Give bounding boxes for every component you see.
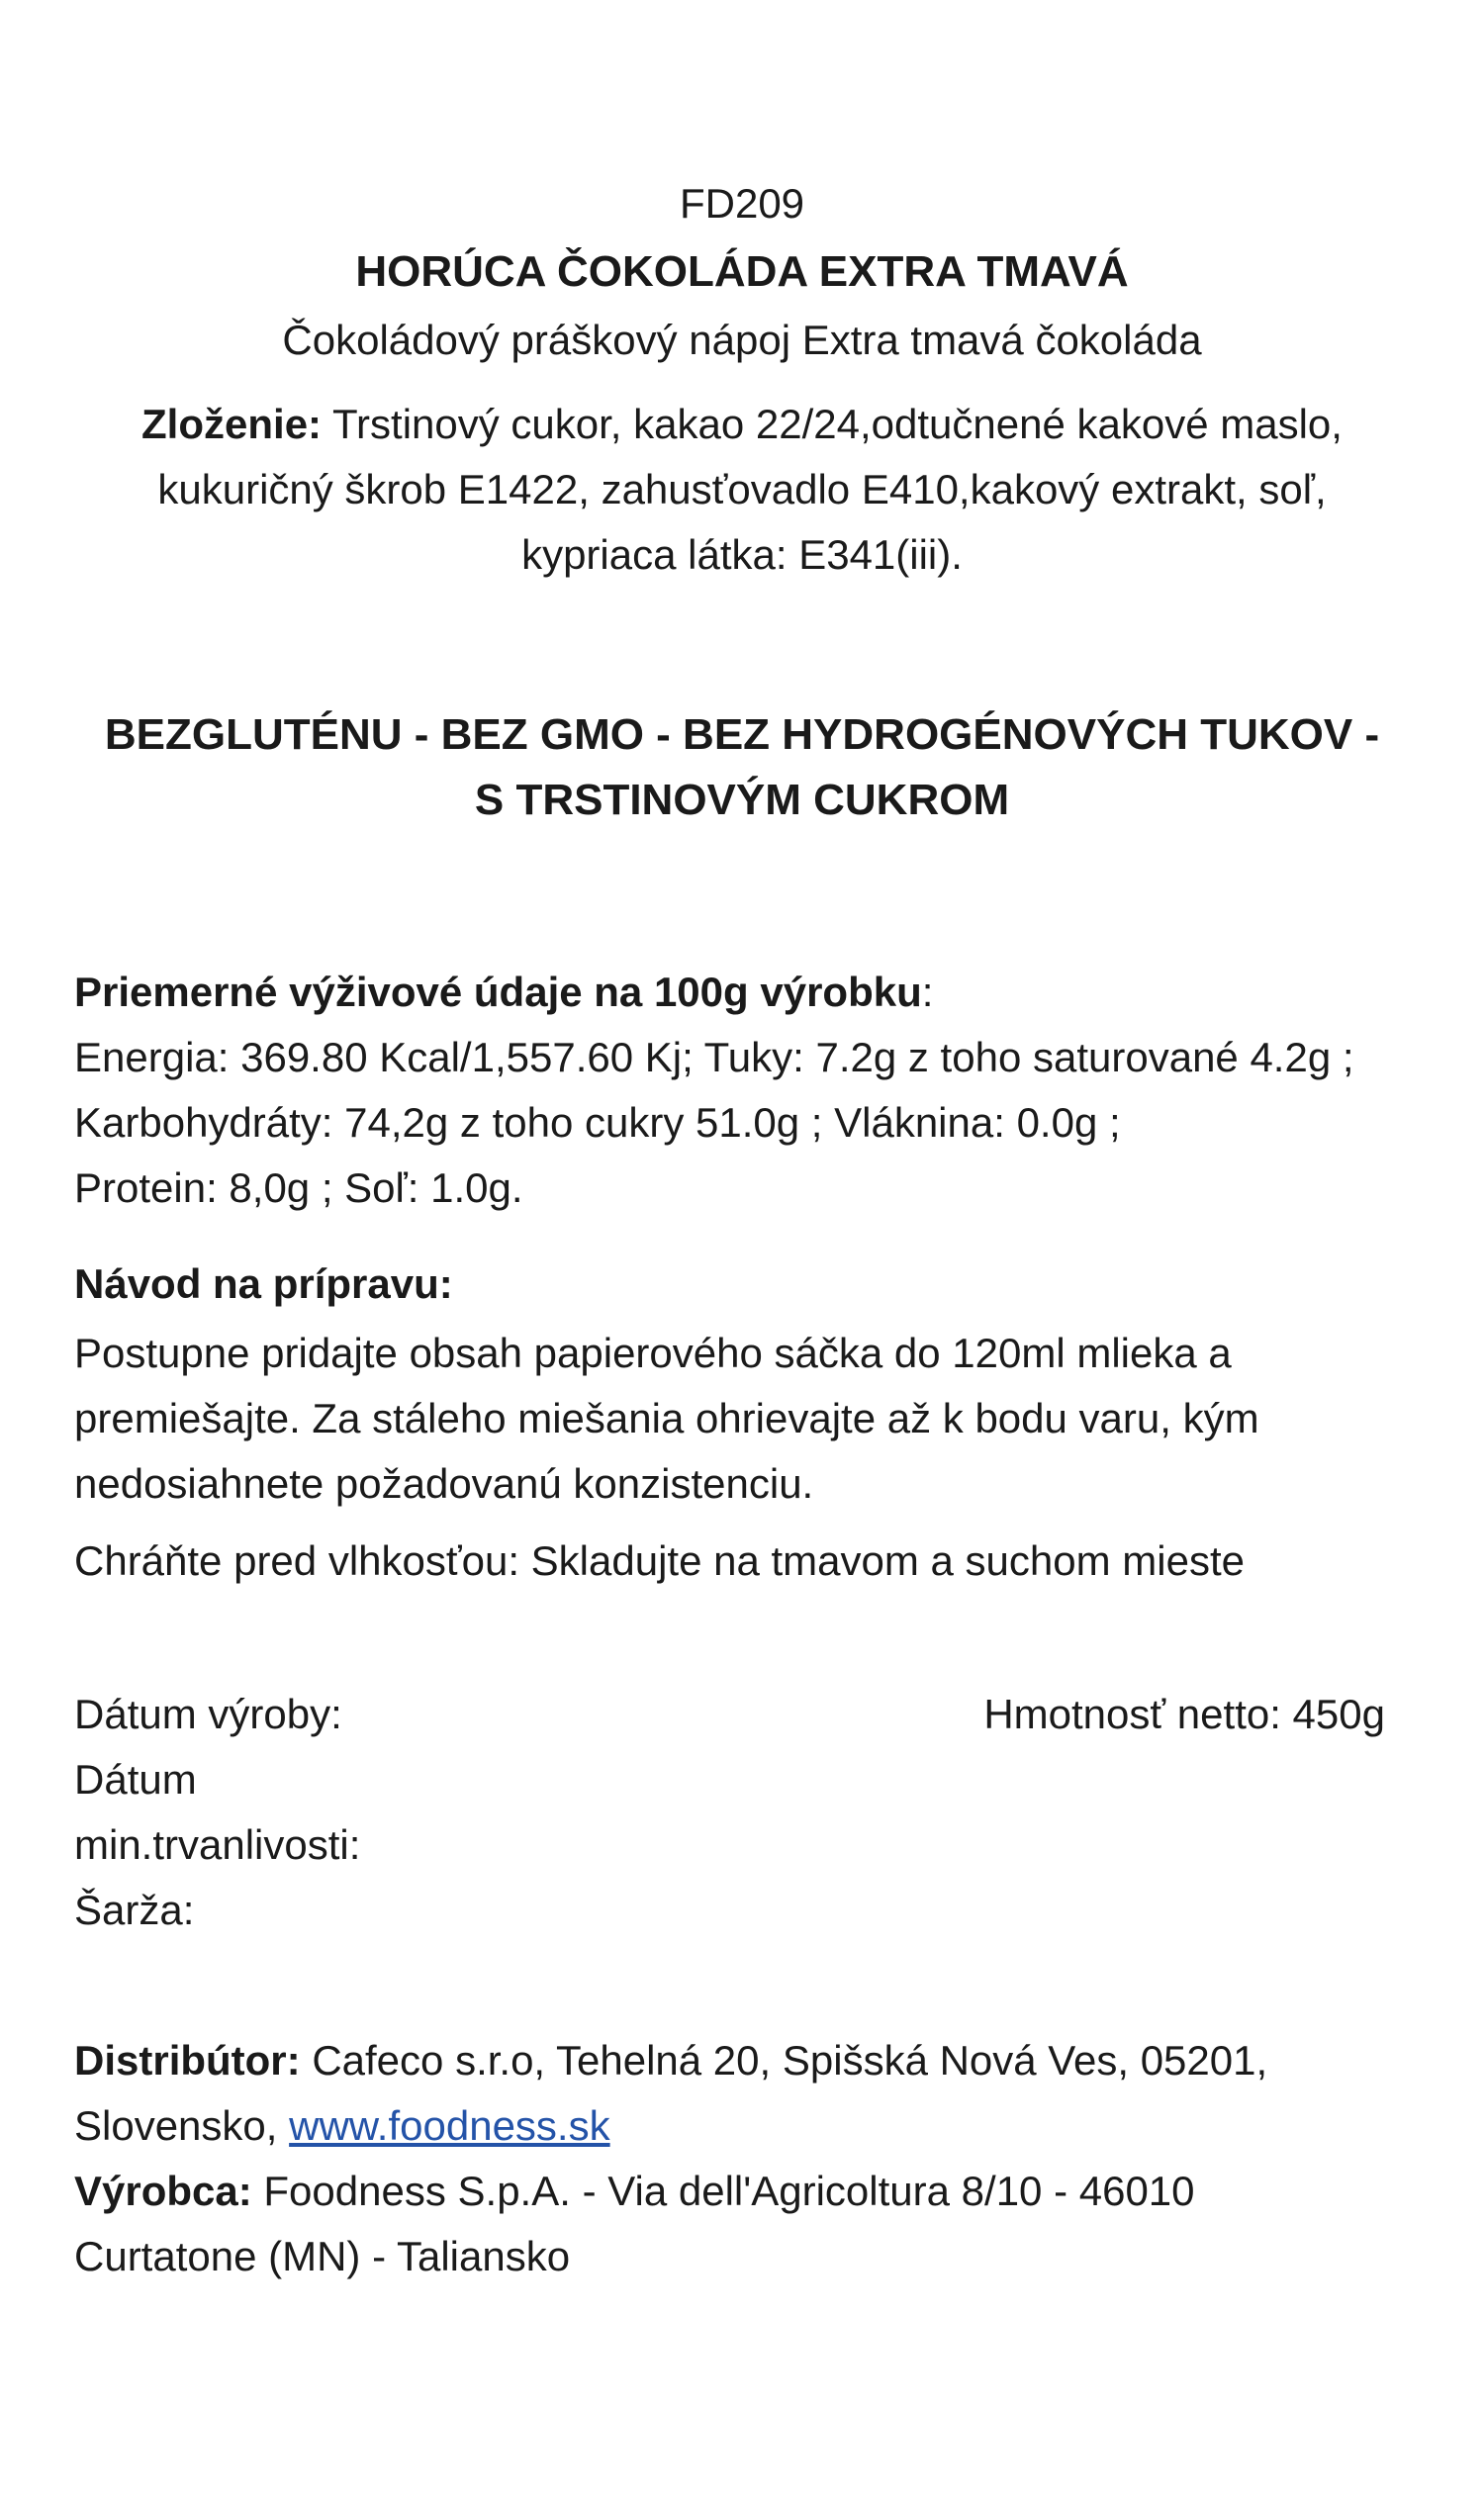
producer-info — [74, 2159, 1420, 2289]
ingredients-text: Trstinový cukor, kakao 22/24,odtučnené kakové maslo, kukuričný škrob E1422, zahusťovadlo E410,kakový extrakt, soľ, kypriaca látka: E341(iii). — [157, 401, 1343, 578]
net-weight: Hmotnosť netto: 450g — [983, 1691, 1385, 1737]
nutrition-heading — [74, 960, 1420, 1025]
nutrition-heading-colon: : — [921, 969, 934, 1015]
distributor-line2 — [74, 2093, 1420, 2159]
preparation-heading: Návod na prípravu: — [74, 1260, 453, 1307]
preparation-line: premiešajte. Za stáleho miešania ohrievajte až k bodu varu, kým — [74, 1395, 1259, 1441]
producer-line1 — [74, 2159, 1420, 2224]
storage-instructions: Chráňte pred vlhkosťou: Skladujte na tmavom a suchom mieste — [74, 1537, 1245, 1584]
best-before-label-line1: Dátum — [74, 1756, 197, 1803]
product-title: HORÚCA ČOKOLÁDA EXTRA TMAVÁ — [355, 247, 1129, 296]
batch-label: Šarža: — [74, 1887, 195, 1933]
distributor-country: Slovensko, — [74, 2102, 290, 2149]
product-claims: BEZGLUTÉNU - BEZ GMO - BEZ HYDROGÉNOVÝCH TUKOV - S TRSTINOVÝM CUKROM — [104, 710, 1380, 824]
best-before-label-line2: min.trvanlivosti: — [74, 1821, 361, 1868]
preparation-text — [74, 1321, 1420, 1517]
nutrition-line: Protein: 8,0g ; Soľ: 1.0g. — [74, 1164, 523, 1211]
date-fields — [74, 1682, 569, 1943]
nutrition-line: Energia: 369.80 Kcal/1,557.60 Kj; Tuky: 7.2g z toho saturované 4.2g ; — [74, 1034, 1354, 1080]
distributor-address: Cafeco s.r.o, Tehelná 20, Spišská Nová Ves, 05201, — [300, 2037, 1268, 2084]
preparation-line: Postupne pridajte obsah papierového sáčka do 120ml mlieka a — [74, 1330, 1232, 1376]
producer-line2: Curtatone (MN) - Taliansko — [74, 2233, 571, 2279]
producer-address: Foodness S.p.A. - Via dell'Agricoltura 8/10 - 46010 — [251, 2168, 1195, 2214]
distributor-info — [74, 2028, 1420, 2159]
ingredients-label: Zloženie: — [141, 401, 323, 447]
distributor-label: Distribútor: — [74, 2037, 301, 2084]
distributor-line1 — [74, 2028, 1420, 2093]
nutrition-heading-text: Priemerné výživové údaje na 100g výrobku — [74, 969, 922, 1015]
nutrition-line: Karbohydráty: 74,2g z toho cukry 51.0g ; Vláknina: 0.0g ; — [74, 1099, 1121, 1146]
production-date-label: Dátum výroby: — [74, 1691, 342, 1737]
product-code: FD209 — [679, 180, 805, 227]
nutrition-values — [74, 1025, 1420, 1221]
ingredients — [109, 392, 1375, 588]
product-subtitle: Čokoládový práškový nápoj Extra tmavá čokoláda — [282, 317, 1202, 363]
producer-label: Výrobca: — [74, 2168, 252, 2214]
website-link[interactable]: www.foodness.sk — [289, 2102, 610, 2149]
preparation-line: nedosiahnete požadovanú konzistenciu. — [74, 1460, 814, 1507]
